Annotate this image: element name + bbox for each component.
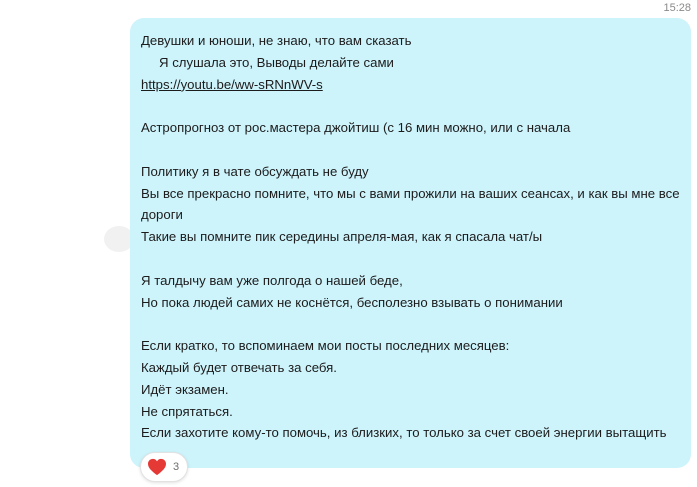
message-line: Не спрятаться.	[141, 403, 233, 419]
message-line	[141, 313, 689, 335]
message-line	[141, 248, 689, 270]
message-line: Политику я в чате обсуждать не буду	[141, 163, 369, 179]
message-line: Астропрогноз от рос.мастера джойтиш (с 16 мин можно, или с начала	[141, 120, 571, 136]
youtube-link[interactable]: https://youtu.be/ww-sRNnWV-s	[141, 76, 323, 92]
message-timestamp: 15:28	[663, 2, 691, 14]
reaction-count: 3	[173, 461, 180, 473]
message-line: Идёт экзамен.	[141, 381, 229, 397]
message-line: Если кратко, то вспоминаем мои посты последних месяцев:	[141, 338, 510, 354]
message-line: Если захотите кому-то помочь, из близких, то только за счет своей энергии вытащить	[141, 425, 667, 441]
message-line: Я талдычу вам уже полгода о нашей беде,	[141, 272, 403, 288]
message-text	[141, 30, 689, 444]
message-line: Но пока людей самих не коснётся, бесполезно взывать о понимании	[141, 294, 563, 310]
message-line: Я слушала это, Выводы делайте сами	[159, 54, 394, 70]
message-line: Вы все прекрасно помните, что мы с вами прожили на ваших сеансах, и как вы мне все дороги	[141, 185, 680, 223]
message-line	[141, 139, 689, 161]
heart-icon	[147, 458, 167, 476]
message-line: Такие вы помните пик середины апреля-мая, как я спасала чат/ы	[141, 229, 543, 245]
message-line	[141, 95, 689, 117]
message-line: Каждый будет отвечать за себя.	[141, 359, 337, 375]
message-line: Девушки и юноши, не знаю, что вам сказать	[141, 33, 412, 48]
reaction-badge[interactable]	[140, 452, 188, 482]
